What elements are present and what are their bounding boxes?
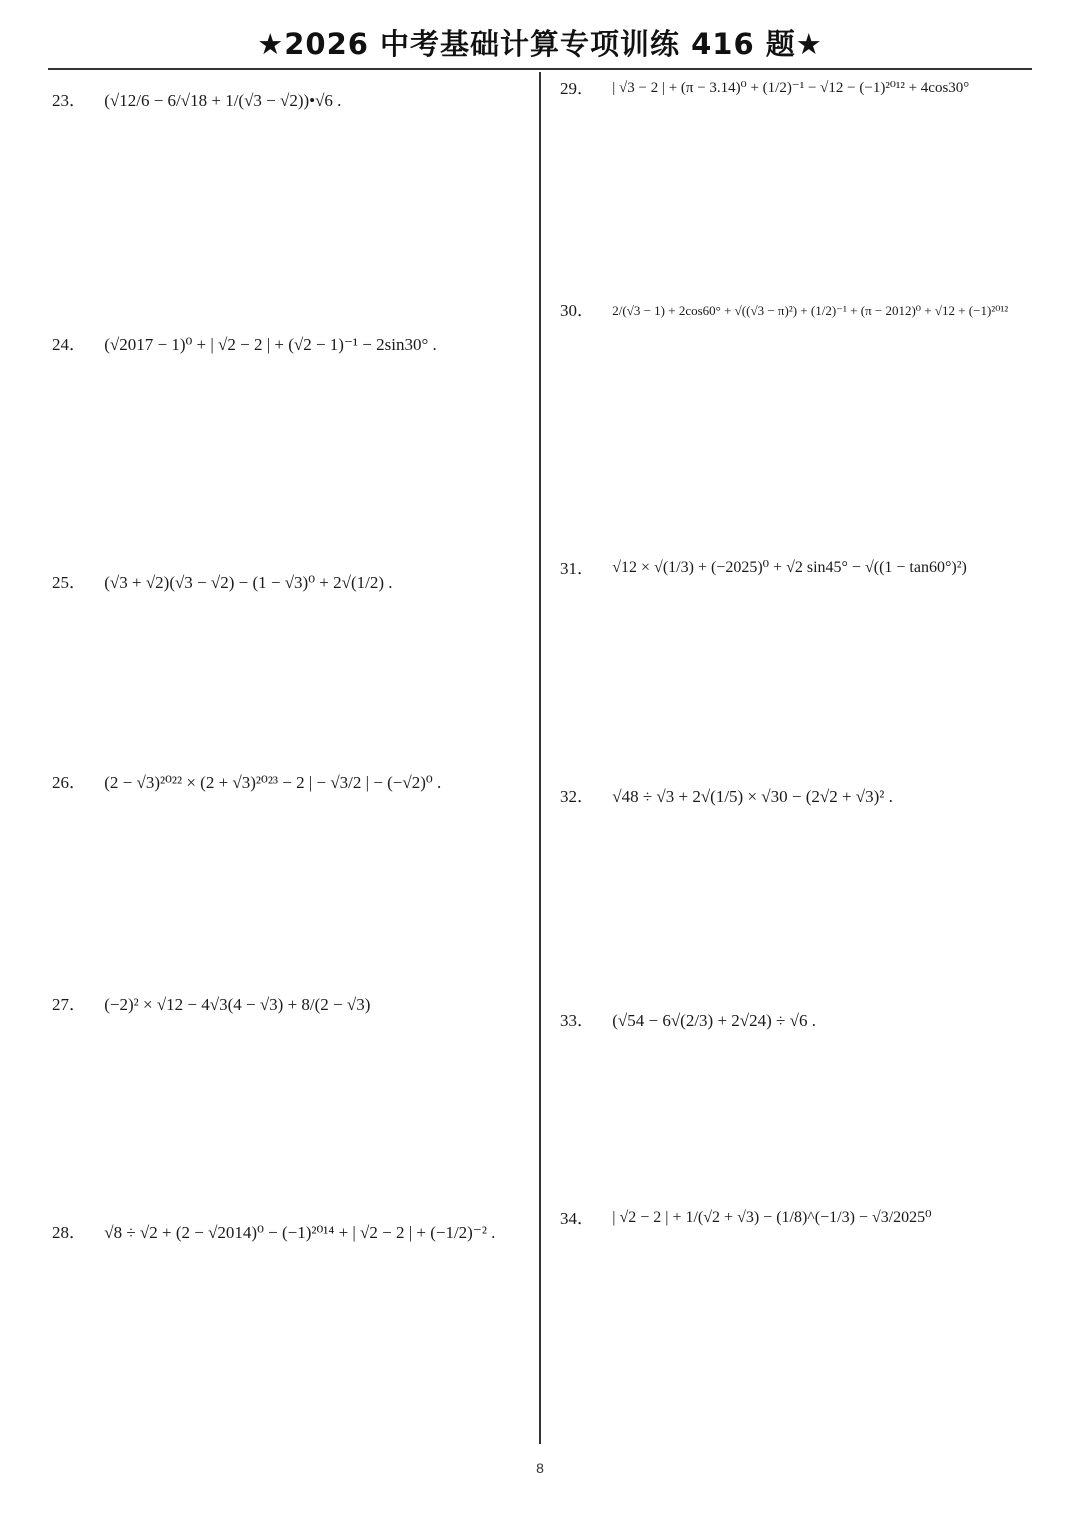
page-number: 8 xyxy=(536,1460,544,1476)
problem-number: 27． xyxy=(52,994,86,1014)
problem-number: 34． xyxy=(560,1208,594,1228)
problem-number: 28． xyxy=(52,1222,86,1242)
problem-number: 23． xyxy=(52,90,86,110)
problem-expression: (√12/6 − 6/√18 + 1/(√3 − √2))•√6 . xyxy=(104,90,342,110)
problem-expression: √12 × √(1/3) + (−2025)⁰ + √2 sin45° − √((1 − tan60°)²) xyxy=(612,559,967,577)
problem-31 xyxy=(560,558,967,606)
problem-27 xyxy=(52,994,370,1042)
problem-33 xyxy=(560,1010,816,1058)
problem-expression: | √3 − 2 | + (π − 3.14)⁰ + (1/2)⁻¹ − √12 − (−1)²⁰¹² + 4cos30° xyxy=(612,79,970,96)
problem-expression: (√54 − 6√(2/3) + 2√24) ÷ √6 . xyxy=(612,1010,816,1030)
problem-expression: (√2017 − 1)⁰ + | √2 − 2 | + (√2 − 1)⁻¹ − 2sin30° . xyxy=(104,334,437,354)
problem-25 xyxy=(52,572,393,620)
problem-number: 24． xyxy=(52,334,86,354)
problem-expression: √48 ÷ √3 + 2√(1/5) × √30 − (2√2 + √3)² . xyxy=(612,786,893,806)
problem-number: 29． xyxy=(560,78,594,98)
problem-expression: (−2)² × √12 − 4√3(4 − √3) + 8/(2 − √3) xyxy=(104,994,371,1014)
problem-expression: √8 ÷ √2 + (2 − √2014)⁰ − (−1)²⁰¹⁴ + | √2 − 2 | + (−1/2)⁻² . xyxy=(104,1222,496,1242)
problem-26 xyxy=(52,772,441,820)
problem-29 xyxy=(560,78,969,126)
problem-32 xyxy=(560,786,893,834)
problem-30 xyxy=(560,300,1008,348)
problem-23 xyxy=(52,90,341,138)
problem-number: 30． xyxy=(560,300,594,320)
problem-number: 31． xyxy=(560,558,594,578)
column-divider xyxy=(539,72,541,1444)
title-underline xyxy=(48,68,1032,70)
page-title: ★2026 中考基础计算专项训练 416 题★ xyxy=(257,27,823,61)
problem-number: 26． xyxy=(52,772,86,792)
problem-number: 25． xyxy=(52,572,86,592)
problem-number: 33． xyxy=(560,1010,594,1030)
problem-28 xyxy=(52,1222,495,1270)
problem-number: 32． xyxy=(560,786,594,806)
problem-expression: 2/(√3 − 1) + 2cos60° + √((√3 − π)²) + (1/2)⁻¹ + (π − 2012)⁰ + √12 + (−1)²⁰¹² xyxy=(612,302,1009,318)
problem-expression: (√3 + √2)(√3 − √2) − (1 − √3)⁰ + 2√(1/2) . xyxy=(104,572,393,592)
problem-34 xyxy=(560,1208,932,1256)
problem-expression: (2 − √3)²⁰²² × (2 + √3)²⁰²³ − 2 | − √3/2 | − (−√2)⁰ . xyxy=(104,772,442,792)
problem-24 xyxy=(52,334,437,382)
problem-expression: | √2 − 2 | + 1/(√2 + √3) − (1/8)^(−1/3) − √3/2025⁰ xyxy=(612,1209,932,1227)
